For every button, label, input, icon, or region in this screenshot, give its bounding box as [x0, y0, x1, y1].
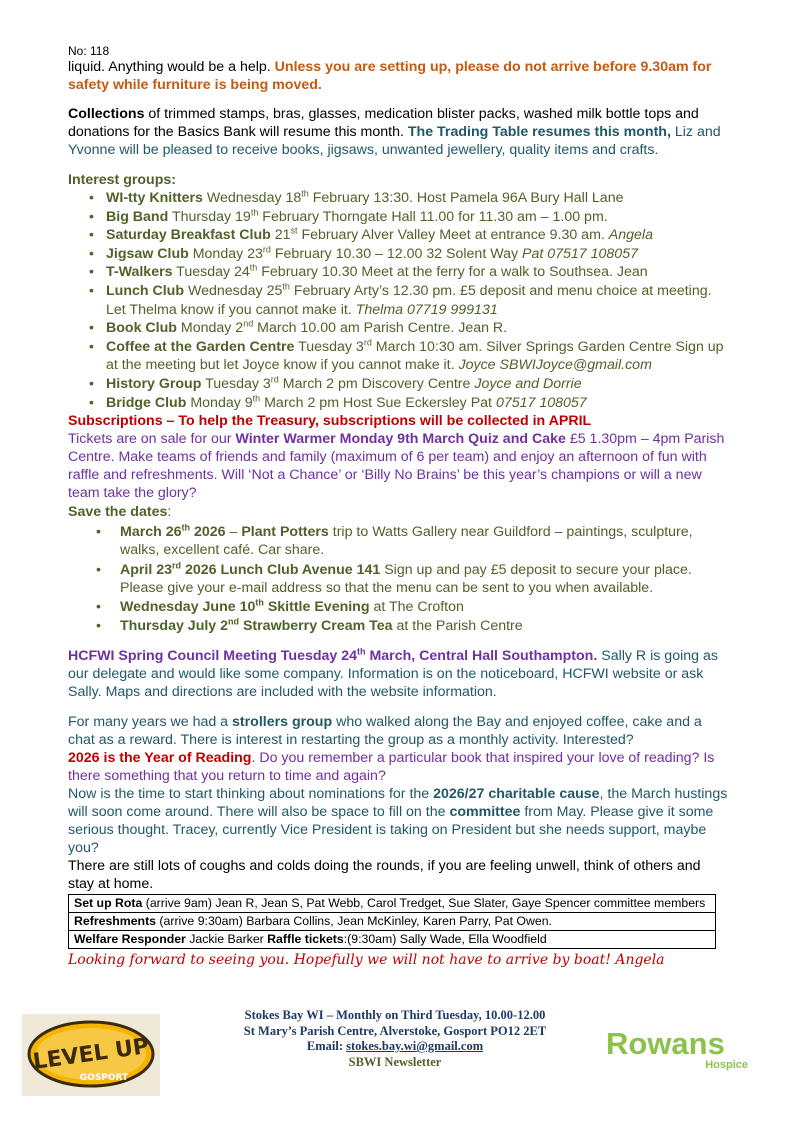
signoff: Looking forward to seeing you. Hopefully we will not have to arrive by boat! Angela — [68, 952, 665, 969]
svg-text:Rowans: Rowans — [606, 1026, 725, 1061]
list-item: • March 26th 2026 – Plant Potters trip to Watts Gallery near Guildford – paintings, sculpture, walks, excellent café. Car share. — [68, 523, 728, 559]
list-item: • Wednesday June 10th Skittle Evening at The Crofton — [68, 598, 728, 616]
list-item: • History Group Tuesday 3rd March 2 pm Discovery Centre Joyce and Dorrie — [68, 375, 728, 394]
table-row: Welfare Responder Jackie Barker Raffle tickets:(9:30am) Sally Wade, Ella Woodfield — [69, 931, 716, 949]
levelup-logo — [22, 1014, 160, 1096]
arrival-warning: Unless you are setting up, please do not arrive before 9.30am for safety while furniture is being moved. — [68, 59, 712, 93]
list-item: • Thursday July 2nd Strawberry Cream Tea at the Parish Centre — [68, 617, 728, 635]
footer — [160, 1008, 630, 1070]
quiz-title: Winter Warmer Monday 9th March Quiz and Cake — [235, 431, 566, 448]
list-item: • Jigsaw Club Monday 23rd February 10.30 – 12.00 32 Solent Way Pat 07517 108057 — [68, 245, 728, 264]
coughs-paragraph: There are still lots of coughs and colds doing the rounds, if you are feeling unwell, think of others and stay at home. — [68, 858, 701, 893]
save-dates-heading: Save the dates: — [68, 504, 172, 521]
list-item: • WI-tty Knitters Wednesday 18th February 13:30. Host Pamela 96A Bury Hall Lane — [68, 189, 728, 208]
footer-address: St Mary’s Parish Centre, Alverstoke, Gosport PO12 2ET — [243, 1023, 547, 1038]
email-link[interactable]: stokes.bay.wi@gmail.com — [346, 1039, 484, 1053]
table-row: Set up Rota (arrive 9am) Jean R, Jean S, Pat Webb, Carol Tredget, Sue Slater, Gaye Spencer committee members — [69, 895, 716, 913]
collections-heading: Collections — [68, 106, 145, 122]
quiz-paragraph: Tickets are on sale for our Winter Warmer Monday 9th March Quiz and Cake £5 1.30pm – 4pm Parish Centre. Make teams of friends and family (maximum of 6 per team) and enjoy an afternoon of fun with raffle and refreshments. Will ‘Not a Chance’ or ‘Billy No Brains’ be this year’s champions or will a new team take the glory? — [68, 431, 725, 502]
list-item: • Lunch Club Wednesday 25th February Arty’s 12.30 pm. £5 deposit and menu choice at meeting. Let Thelma know if you cannot make it. Thelma 07719 999131 — [68, 282, 728, 319]
footer-newsletter: SBWI Newsletter — [348, 1054, 442, 1069]
list-item: • Book Club Monday 2nd March 10.00 am Parish Centre. Jean R. — [68, 319, 728, 338]
list-item: • April 23rd 2026 Lunch Club Avenue 141 Sign up and pay £5 deposit to secure your place. Please give your e-mail address so that the menu can be sent to you when available. — [68, 561, 728, 597]
intro-paragraph: liquid. Anything would be a help. Unless you are setting up, please do not arrive before 9.30am for safety while furniture is being moved. — [68, 59, 712, 93]
footer-email-line: Email: stokes.bay.wi@gmail.com — [306, 1039, 484, 1053]
collections-paragraph: Collections of trimmed stamps, bras, glasses, medication blister packs, washed milk bottle tops and donations for the Basics Bank will resume this month. The Trading Table resumes this month, Liz and Yvonne will be pleased to receive books, jigsaws, unwanted jewellery, quality items and crafts. — [68, 106, 721, 158]
list-item: • Saturday Breakfast Club 21st February Alver Valley Meet at entrance 9.30 am. Angela — [68, 226, 728, 245]
svg-text:LEVEL UP: LEVEL UP — [31, 1033, 151, 1075]
list-item: • Bridge Club Monday 9th March 2 pm Host Sue Eckersley Pat 07517 108057 — [68, 394, 728, 413]
subscriptions-notice: Subscriptions – To help the Treasury, subscriptions will be collected in APRIL — [68, 413, 592, 430]
list-item: • T-Walkers Tuesday 24th February 10.30 Meet at the ferry for a walk to Southsea. Jean — [68, 263, 728, 282]
newsletter-body — [68, 44, 728, 969]
trading-table-note: The Trading Table resumes this month, — [407, 124, 671, 140]
interest-groups-list — [68, 189, 728, 412]
list-item: • Big Band Thursday 19th February Thorngate Hall 11.00 for 11.30 am – 1.00 pm. — [68, 208, 728, 227]
strollers-paragraph: For many years we had a strollers group who walked along the Bay and enjoyed coffee, cake and a chat as a reward. There is interest in restarting the group as a monthly activity. Interested? — [68, 714, 702, 749]
issue-number: No: 118 — [68, 44, 110, 58]
svg-text:GOSPORT: GOSPORT — [79, 1073, 129, 1083]
list-item: • Coffee at the Garden Centre Tuesday 3rd March 10:30 am. Silver Springs Garden Centre Sign up at the meeting but let Joyce know if you cannot make it. Joyce SBWIJoyce@gmail.com — [68, 338, 728, 375]
nominations-paragraph: Now is the time to start thinking about nominations for the 2026/27 charitable cause, the March hustings will soon come around. There will also be space to fill on the committee from May. Please give it some serious thought. Tracey, currently Vice President is taking on President but she needs support, maybe you? — [68, 786, 728, 857]
rota-table — [68, 894, 716, 949]
rowans-hospice-logo — [604, 1022, 754, 1072]
save-dates-list — [68, 523, 728, 635]
table-row: Refreshments (arrive 9:30am) Barbara Collins, Jean McKinley, Karen Parry, Pat Owen. — [69, 913, 716, 931]
svg-text:Hospice: Hospice — [705, 1059, 748, 1071]
reading-paragraph: 2026 is the Year of Reading. Do you remember a particular book that inspired your love of reading? Is there something that you return to time and again? — [68, 750, 715, 785]
council-meeting-paragraph: HCFWI Spring Council Meeting Tuesday 24th March, Central Hall Southampton. Sally R is going as our delegate and would like some company. Information is on the noticeboard, HCFWI website or ask Sally. Maps and directions are included with the website information. — [68, 646, 718, 701]
interest-groups-heading: Interest groups: — [68, 172, 176, 188]
footer-meeting-line: Stokes Bay WI – Monthly on Third Tuesday, 10.00-12.00 — [244, 1008, 546, 1022]
